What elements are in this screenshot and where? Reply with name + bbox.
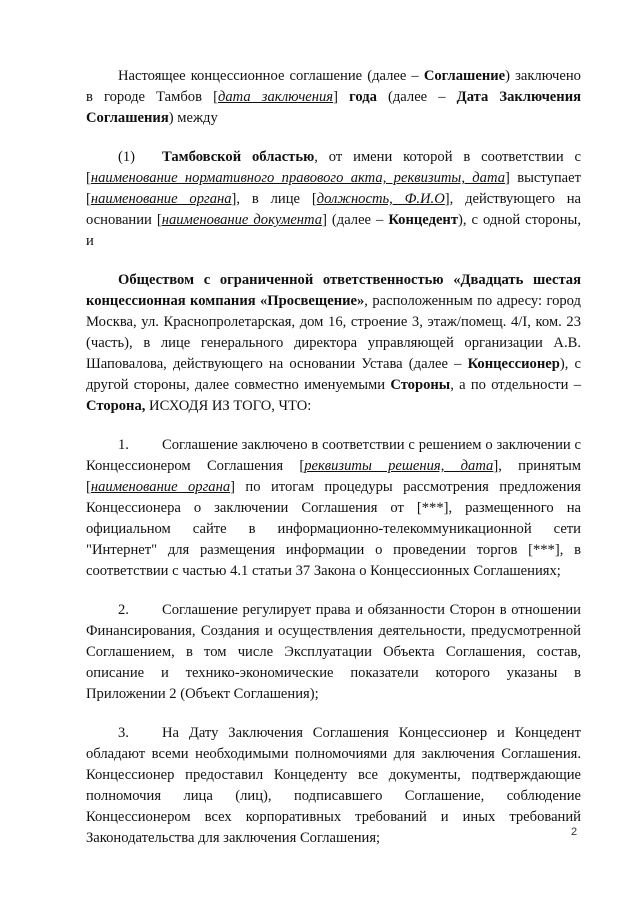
term-parties: Стороны (390, 377, 451, 393)
item-3-paragraph: 3. На Дату Заключения Соглашения Концессионер и Концедент обладают всеми необходимыми полномочиями для заключения Соглашения. Концессионер предоставил Концеденту все документы, подтверждающие полномочия лица (лиц), подписавшего Соглашение, соблюдение Концессионером всех корпоративных требований и иных требований Законодательства для заключения Соглашения; (86, 725, 581, 846)
document-page (86, 66, 581, 849)
placeholder-decision: реквизиты решения, дата (304, 458, 494, 474)
term-agreement: Соглашение (423, 68, 506, 84)
term-concessionaire: Концессионер (467, 356, 560, 372)
item-1-paragraph: 1. Соглашение заключено в соответствии с решением о заключении с Концессионером Соглашения [реквизиты решения, дата], принятым [наименование органа] по итогам процедуры рассмотрения предложения Концессионера о заключении Соглашения от [***], размещенного на официальном сайте в информационно-телекоммуникационной сети "Интернет" для размещения информации о проведении торгов [***], в соответствии с частью 4.1 статьи 37 Закона о Концессионных Соглашениях; (86, 437, 581, 579)
placeholder-legal-act: наименование нормативного правового акта, реквизиты, дата (90, 170, 505, 186)
term-party: Сторона, (86, 398, 146, 414)
term-conclusion-date: Дата Заключения Соглашения (86, 89, 581, 126)
item-3-number: 3. (118, 725, 129, 741)
party1-paragraph: (1) Тамбовской областью, от имени которой в соответствии с [наименование нормативного правового акта, реквизиты, дата] выступает [наименование органа], в лице [должность, Ф.И.О], действующего на основании [наименование документа] (далее – Концедент), с одной стороны, и (86, 149, 581, 249)
item-2-paragraph: 2. Соглашение регулирует права и обязанности Сторон в отношении Финансирования, Создания и осуществления деятельности, предусмотренной Соглашением, в том числе Эксплуатации Объекта Соглашения, состав, описание и технико-экономические показатели которого указаны в Приложении 2 (Объект Соглашения); (86, 602, 581, 702)
page-number: 2 (571, 826, 578, 838)
party2-paragraph: Обществом с ограниченной ответственностью «Двадцать шестая концессионная компания «Просвещение», расположенным по адресу: город Москва, ул. Краснопролетарская, дом 16, строение 3, этаж/помещ. 4/I, ком. 23 (часть), в лице генерального директора управляющей организации А.В. Шаповалова, действующего на основании Устава (далее – Концессионер), с другой стороны, далее совместно именуемыми Стороны, а по отдельности – Сторона, ИСХОДЯ ИЗ ТОГО, ЧТО: (86, 272, 582, 414)
placeholder-date: дата заключения (217, 89, 334, 105)
term-grantor: Концедент (388, 212, 459, 228)
placeholder-authority-2: наименование органа (90, 479, 231, 495)
placeholder-document: наименование документа (161, 212, 323, 228)
item-2-number: 2. (118, 602, 129, 618)
placeholder-authority: наименование органа (90, 191, 232, 207)
party2-name: Обществом с ограниченной ответственностью «Двадцать шестая концессионная компания «Просвещение» (86, 272, 581, 309)
party1-name: Тамбовской областью (162, 149, 315, 165)
party1-number: (1) (118, 149, 136, 165)
intro-paragraph: Настоящее концессионное соглашение (далее – Соглашение) заключено в городе Тамбов [дата заключения] года (далее – Дата Заключения Соглашения) между (86, 68, 581, 126)
placeholder-position-name: должность, Ф.И.О (316, 191, 445, 207)
item-1-number: 1. (118, 437, 129, 453)
